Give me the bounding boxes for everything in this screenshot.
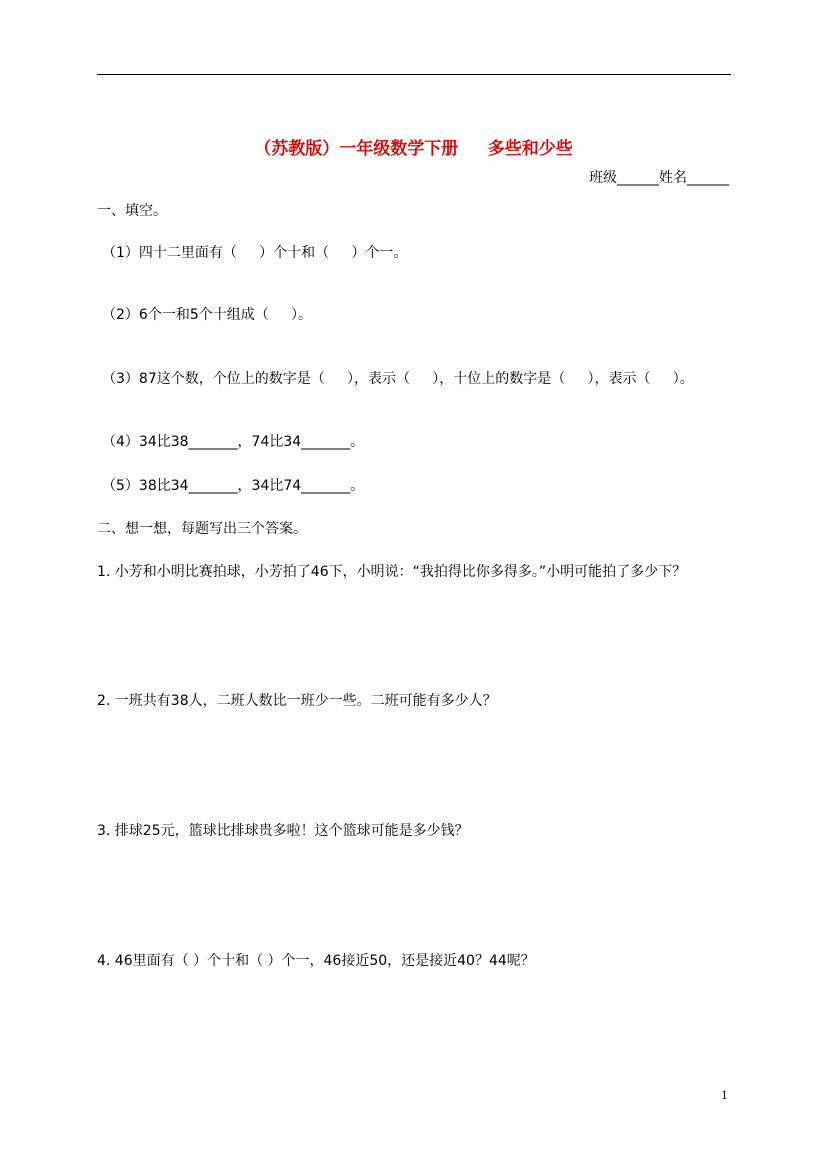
fill-item-5: （5）38比34_______，34比74_______。 bbox=[102, 478, 365, 494]
fill-item-3: （3）87这个数，个位上的数字是（ ），表示（ ），十位上的数字是（ ），表示（ ）。 bbox=[102, 371, 694, 387]
question-3: 3. 排球25元，篮球比排球贵多啦！这个篮球可能是多少钱？ bbox=[97, 823, 469, 839]
section-1-heading: 一、填空。 bbox=[97, 203, 167, 219]
question-4: 4. 46里面有（ ）个十和（ ）个一，46接近50，还是接近40？44呢？ bbox=[97, 953, 535, 969]
section-2-heading: 二、想一想，每题写出三个答案。 bbox=[97, 521, 307, 537]
document-title: （苏教版）一年级数学下册 多些和少些 bbox=[254, 139, 573, 159]
header-rule bbox=[97, 74, 731, 75]
fill-item-4: （4）34比38_______，74比34_______。 bbox=[102, 434, 365, 450]
page-number: 1 bbox=[721, 1089, 728, 1102]
fill-item-1: （1）四十二里面有（ ）个十和（ ）个一。 bbox=[102, 245, 408, 261]
question-2: 2. 一班共有38人，二班人数比一班少一些。二班可能有多少人？ bbox=[97, 693, 497, 709]
question-1: 1. 小芳和小明比赛拍球，小芳拍了46下，小明说：“我拍得比你多得多。”小明可能拍了多少下？ bbox=[97, 564, 687, 580]
class-name-line: 班级______姓名______ bbox=[589, 170, 729, 186]
fill-item-2: （2）6个一和5个十组成（ ）。 bbox=[102, 307, 312, 323]
